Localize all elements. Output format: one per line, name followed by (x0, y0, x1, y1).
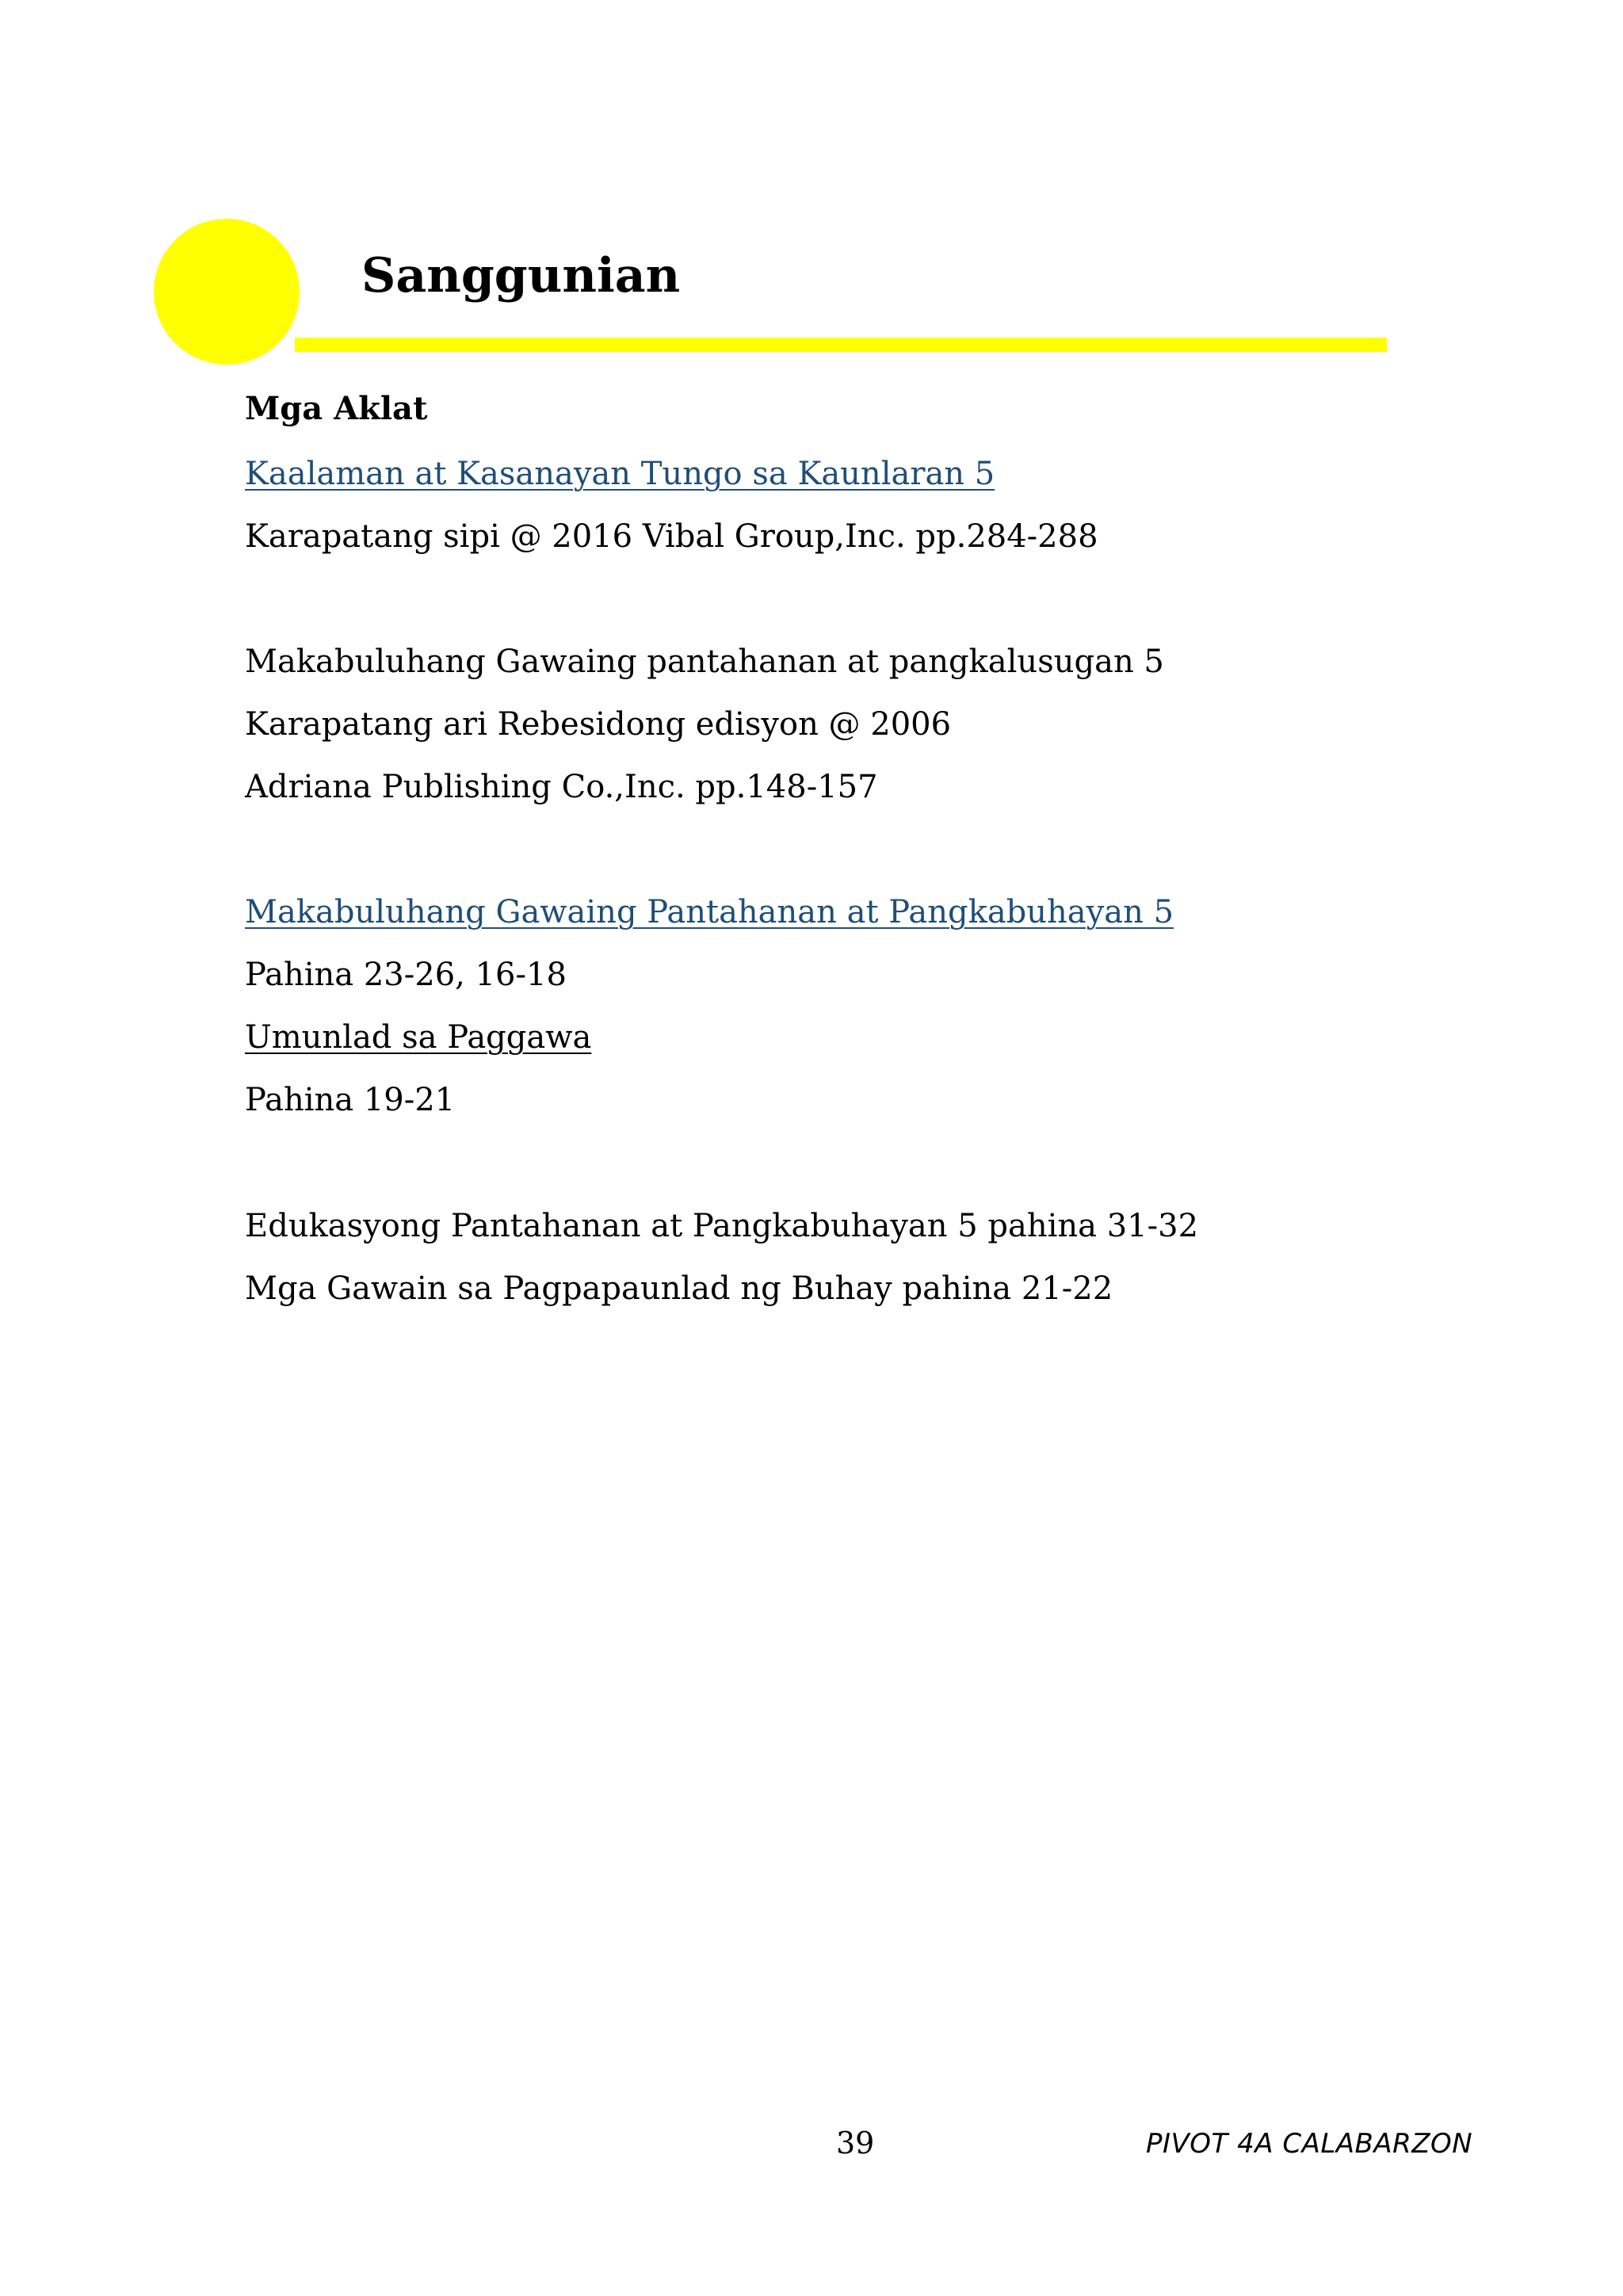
reference-line-pahina-23-26: Pahina 23-26, 16-18 (245, 957, 567, 993)
reference-line-pahina-19-21: Pahina 19-21 (245, 1082, 456, 1118)
reference-line-edukasyong-pantahanan: Edukasyong Pantahanan at Pangkabuhayan 5 pahina 31-32 (245, 1208, 1199, 1244)
reference-link-makabuluhang-pangkabuhayan[interactable] (245, 896, 1174, 928)
reference-line-rebesidong-edisyon: Karapatang ari Rebesidong edisyon @ 2006 (245, 706, 952, 743)
reference-line-mga-gawain: Mga Gawain sa Pagpapaunlad ng Buhay pahina 21-22 (245, 1270, 1113, 1307)
yellow-title-rule (295, 338, 1387, 352)
yellow-circle-decoration (154, 219, 300, 365)
reference-underlined-title: Umunlad sa Paggawa (245, 1019, 592, 1056)
reference-line-umunlad-sa-paggawa (245, 1019, 592, 1056)
footer-organization: PIVOT 4A CALABARZON (1146, 2128, 1473, 2160)
section-heading-mga-aklat: Mga Aklat (245, 390, 428, 427)
reference-line-adriana-publishing: Adriana Publishing Co.,Inc. pp.148-157 (245, 769, 878, 805)
reference-link-text[interactable]: Kaalaman at Kasanayan Tungo sa Kaunlaran 5 (245, 456, 995, 492)
reference-link-text[interactable]: Makabuluhang Gawaing Pantahanan at Pangkabuhayan 5 (245, 894, 1174, 930)
reference-link-kaalaman[interactable] (245, 458, 995, 490)
reference-line-copyright-vibal: Karapatang sipi @ 2016 Vibal Group,Inc. pp.284-288 (245, 518, 1098, 555)
page-title: Sanggunian (361, 248, 681, 304)
reference-line-makabuluhang-pangkalusugan: Makabuluhang Gawaing pantahanan at pangkalusugan 5 (245, 644, 1164, 680)
page-number: 39 (836, 2126, 875, 2160)
